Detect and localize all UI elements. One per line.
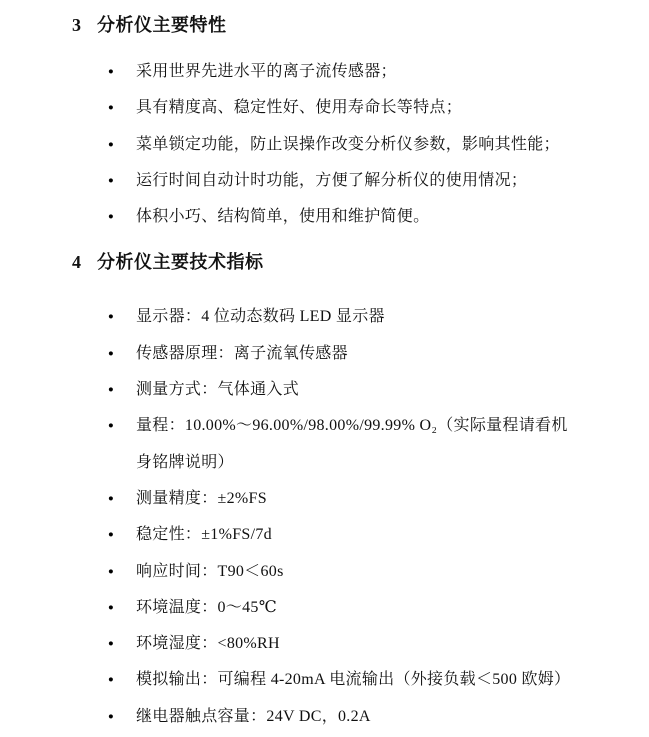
feature-item-text: 菜单锁定功能，防止误操作改变分析仪参数，影响其性能； xyxy=(136,135,560,153)
bullet-icon: ● xyxy=(108,103,114,114)
feature-item xyxy=(108,54,649,90)
section-3-title: 分析仪主要特性 xyxy=(97,15,227,35)
features-list xyxy=(0,54,649,235)
spec-item-text: 稳定性：±1%FS/7d xyxy=(136,526,272,544)
spec-item xyxy=(108,408,649,481)
bullet-icon: ● xyxy=(108,312,114,323)
spec-item-text-line1: 量程：10.00%～96.00%/98.00%/99.99% O₂（实际量程请看机 xyxy=(136,417,568,435)
feature-item xyxy=(108,90,649,126)
feature-item-text: 具有精度高、稳定性好、使用寿命长等特点； xyxy=(136,99,463,117)
spec-item xyxy=(108,299,649,335)
bullet-icon: ● xyxy=(108,675,114,686)
spec-item-text: 环境温度：0～45℃ xyxy=(136,598,277,616)
feature-item xyxy=(108,127,649,163)
bullet-icon: ● xyxy=(108,139,114,150)
spec-item-text: 测量精度：±2%FS xyxy=(136,489,267,507)
spec-item xyxy=(108,481,649,517)
bullet-icon: ● xyxy=(108,421,114,432)
section-4-heading xyxy=(0,249,649,275)
bullet-icon: ● xyxy=(108,212,114,223)
bullet-icon: ● xyxy=(108,385,114,396)
spec-item-text: 响应时间：T90＜60s xyxy=(136,562,284,580)
spec-item xyxy=(108,517,649,553)
bullet-icon: ● xyxy=(108,639,114,650)
bullet-icon: ● xyxy=(108,175,114,186)
spec-item xyxy=(108,662,649,698)
spec-item-text-line2: 身铭牌说明） xyxy=(136,453,234,471)
feature-item-text: 采用世界先进水平的离子流传感器； xyxy=(136,63,397,80)
feature-item-text: 体积小巧、结构简单，使用和维护简便。 xyxy=(136,208,430,226)
spec-item xyxy=(108,590,649,626)
section-3-number: 3 xyxy=(72,15,82,35)
bullet-icon: ● xyxy=(108,67,114,77)
spec-item-text xyxy=(136,408,568,481)
spec-item-text: 模拟输出：可编程 4-20mA 电流输出（外接负载＜500 欧姆） xyxy=(136,671,571,689)
spec-item-text: 传感器原理：离子流氧传感器 xyxy=(136,344,348,362)
bullet-icon: ● xyxy=(108,530,114,541)
spec-item xyxy=(108,554,649,590)
spec-item xyxy=(108,626,649,662)
feature-item-text: 运行时间自动计时功能，方便了解分析仪的使用情况； xyxy=(136,171,528,189)
feature-item xyxy=(108,163,649,199)
bullet-icon: ● xyxy=(108,566,114,577)
section-3-heading xyxy=(0,12,649,38)
spec-item xyxy=(108,699,649,735)
feature-item xyxy=(108,199,649,235)
spec-item-text: 测量方式：气体通入式 xyxy=(136,381,300,399)
section-4-number: 4 xyxy=(72,252,82,273)
spec-item-text: 环境湿度：<80%RH xyxy=(136,635,280,653)
spec-item xyxy=(108,336,649,372)
spec-item-text: 继电器触点容量：24V DC，0.2A xyxy=(136,707,371,725)
specs-list xyxy=(0,299,649,735)
bullet-icon: ● xyxy=(108,493,114,504)
spec-item xyxy=(108,372,649,408)
spec-item-text: 显示器：4 位动态数码 LED 显示器 xyxy=(136,308,385,326)
bullet-icon: ● xyxy=(108,602,114,613)
bullet-icon: ● xyxy=(108,348,114,359)
section-4-title: 分析仪主要技术指标 xyxy=(97,252,264,273)
bullet-icon: ● xyxy=(108,711,114,722)
